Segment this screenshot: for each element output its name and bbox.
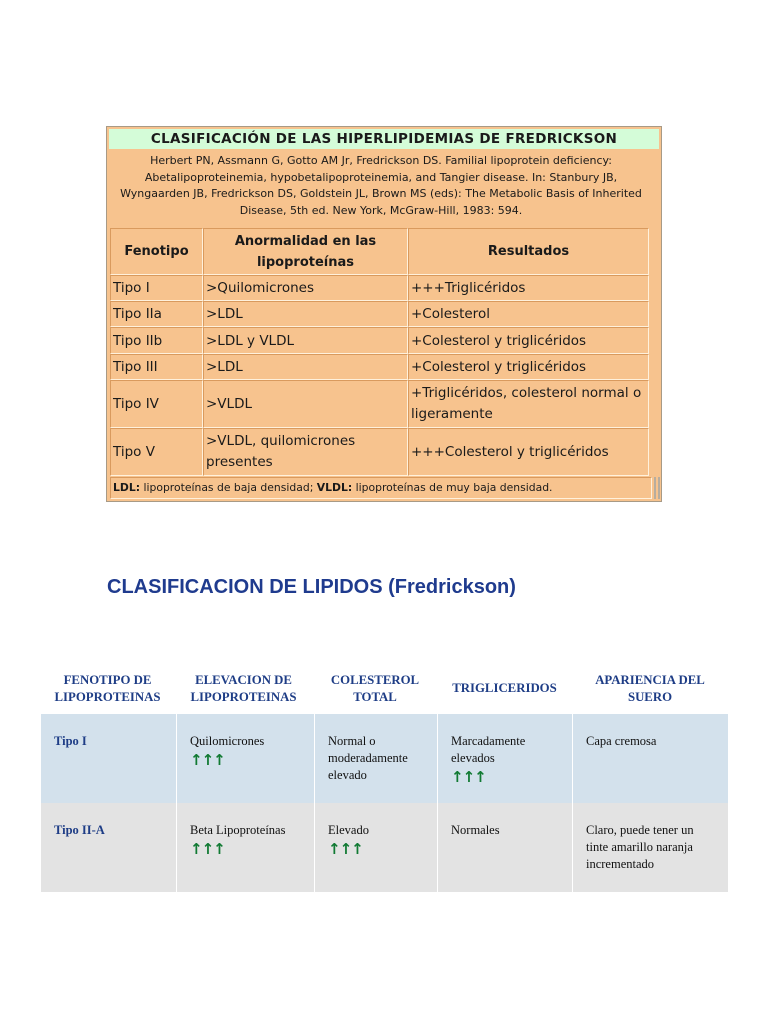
apariencia-text: Capa cremosa [586,734,657,748]
fredrickson-table [106,126,662,502]
header-fenotipo-lipoproteinas: FENOTIPO DE LIPOPROTEINAS [54,672,161,704]
row-fenotipo: Tipo IIb [110,327,203,354]
trigliceridos-text: Normales [451,823,500,837]
elevacion-cell [176,714,314,803]
trigliceridos-text: Marcadamente elevados [451,734,526,765]
row-resultados: +++Triglicéridos [408,275,649,301]
colesterol-text: Elevado [328,823,369,837]
apariencia-cell [572,714,728,803]
colesterol-cell [314,803,437,892]
elevacion-text: Quilomicrones [190,734,265,748]
row-fenotipo: Tipo I [110,275,203,301]
vldl-abbr: VLDL: [316,481,353,494]
lipid-table [41,663,728,892]
vldl-text: lipoproteínas de muy baja densidad. [352,481,553,494]
section-heading: CLASIFICACION DE LIPIDOS (Fredrickson) [107,576,516,598]
fenotipo-cell [41,803,176,892]
apariencia-text: Claro, puede tener un tinte amarillo naranja incrementado [586,823,694,871]
row-anormalidad: >LDL [203,301,408,327]
colesterol-cell [314,714,437,803]
trigliceridos-cell [437,803,572,892]
row-anormalidad: >VLDL, quilomicrones presentes [203,428,408,476]
row-anormalidad: >LDL [203,354,408,380]
header-elevacion: ELEVACION DE LIPOPROTEINAS [190,672,297,704]
row-anormalidad: >LDL y VLDL [203,327,408,354]
elevacion-cell [176,803,314,892]
footer-divider [654,477,656,499]
elevacion-text: Beta Lipoproteínas [190,823,286,837]
row-anormalidad: >VLDL [203,380,408,428]
up-arrows-icon: ↑↑↑ [190,751,225,769]
table-row [41,803,728,892]
up-arrows-icon: ↑↑↑ [190,840,225,858]
apariencia-cell [572,803,728,892]
header-resultados: Resultados [408,228,649,275]
fredrickson-reference: Herbert PN, Assmann G, Gotto AM Jr, Fredrickson DS. Familial lipoprotein deficiency: Abetalipoproteinemia, hypobetalipoproteinemia, and Tangier disease. In: Stanbury JB, Wyngaarden JB, Fredrickson DS, Goldstein JL, Brown MS (eds): The Metabolic Basis of Inherited Disease, 5th ed. New York, McGraw-Hill, 1983: 594. [120,154,642,217]
ldl-abbr: LDL: [113,481,141,494]
row-fenotipo: Tipo III [110,354,203,380]
table-row [41,714,728,803]
lipid-table-header [41,663,728,714]
footer-divider [658,477,660,499]
fenotipo-label: Tipo II-A [54,823,105,837]
row-resultados: +Triglicéridos, colesterol normal o ligeramente [408,380,649,428]
up-arrows-icon: ↑↑↑ [328,840,363,858]
row-resultados: +++Colesterol y triglicéridos [408,428,649,476]
row-resultados: +Colesterol [408,301,649,327]
ldl-text: lipoproteínas de baja densidad; [140,481,317,494]
row-resultados: +Colesterol y triglicéridos [408,354,649,380]
header-apariencia: APARIENCIA DEL SUERO [595,672,705,704]
fredrickson-title: CLASIFICACIÓN DE LAS HIPERLIPIDEMIAS DE FREDRICKSON [109,129,659,149]
up-arrows-icon: ↑↑↑ [451,768,486,786]
row-fenotipo: Tipo IIa [110,301,203,327]
row-resultados: +Colesterol y triglicéridos [408,327,649,354]
fenotipo-label: Tipo I [54,734,87,748]
header-colesterol: COLESTEROL TOTAL [330,672,420,704]
row-fenotipo: Tipo IV [110,380,203,428]
header-anormalidad: Anormalidad en las lipoproteínas [203,228,408,275]
fenotipo-cell [41,714,176,803]
row-fenotipo: Tipo V [110,428,203,476]
trigliceridos-cell [437,714,572,803]
row-anormalidad: >Quilomicrones [203,275,408,301]
header-trigliceridos: TRIGLICERIDOS [452,681,557,695]
header-fenotipo: Fenotipo [110,228,203,275]
fredrickson-footer [110,477,652,499]
colesterol-text: Normal o moderadamente elevado [328,734,408,782]
